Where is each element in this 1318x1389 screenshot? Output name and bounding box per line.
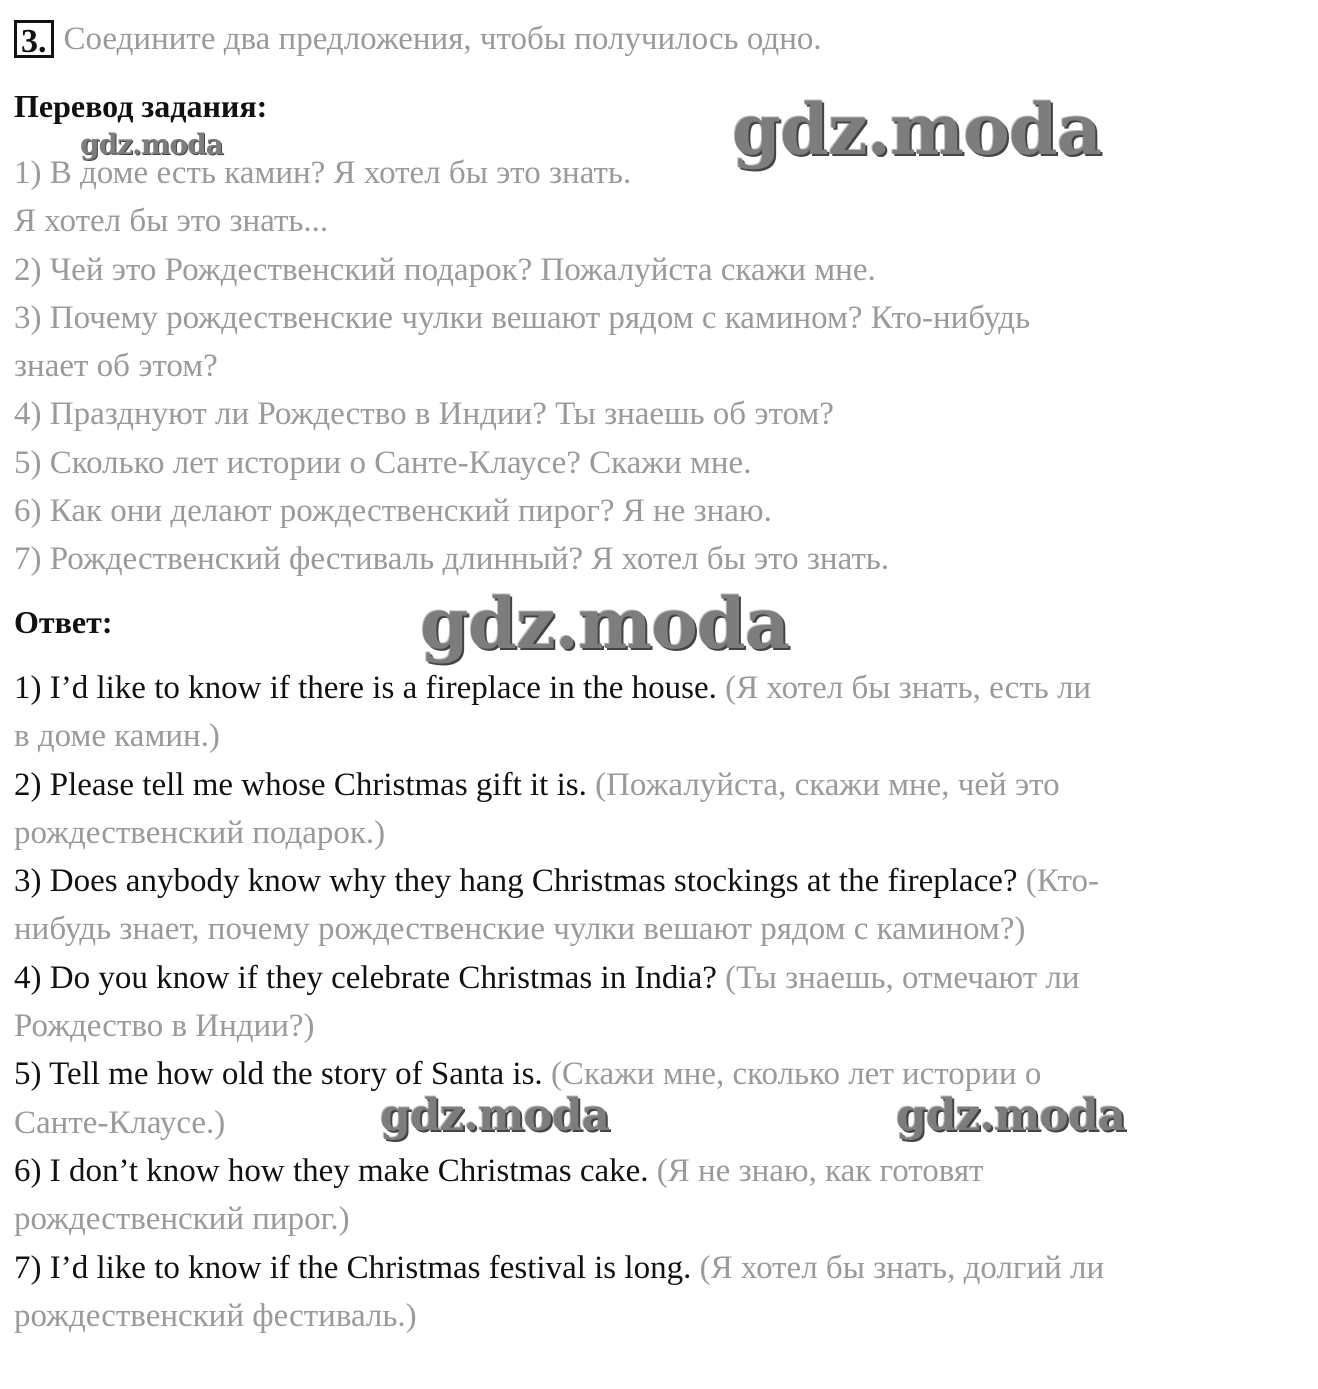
answer-line: [14, 761, 1304, 809]
translation-line: 1) В доме есть камин? Я хотел бы это знать.: [14, 155, 632, 191]
watermark: gdz.moda: [732, 88, 1102, 171]
answer-russian: (Кто-: [1017, 863, 1099, 900]
watermark: gdz.moda: [80, 128, 223, 161]
translation-heading: Перевод задания:: [14, 88, 268, 124]
answer-english: 7) I’d like to know if the Christmas festival is long.: [14, 1249, 692, 1286]
translation-line: 7) Рождественский фестиваль длинный? Я хотел бы это знать.: [14, 541, 890, 578]
answer-russian: (Пожалуйста, скажи мне, чей это: [586, 766, 1060, 803]
translation-list: [14, 149, 1304, 584]
answer-russian: (Ты знаешь, отмечают ли: [716, 959, 1080, 996]
answer-heading: Ответ:: [14, 604, 113, 640]
answer-line: [14, 1292, 1304, 1340]
answer-russian: Рождество в Индии?): [14, 1008, 315, 1045]
watermark: gdz.moda: [420, 582, 790, 665]
translation-line: знает об этом?: [14, 348, 218, 385]
answer-russian: в доме камин.): [14, 718, 220, 755]
answer-russian: нибудь знает, почему рождественские чулки вешают рядом с камином?): [14, 911, 1026, 948]
answer-russian: (Я хотел бы знать, долгий ли: [691, 1249, 1105, 1286]
answer-english: 1) I’d like to know if there is a fireplace in the house.: [14, 670, 717, 706]
task-header: [14, 20, 822, 58]
answer-line: [14, 1195, 1304, 1243]
answer-russian: Санте-Клаусе.): [14, 1104, 226, 1141]
answer-line: [14, 857, 1304, 905]
translation-line: 2) Чей это Рождественский подарок? Пожалуйста скажи мне.: [14, 251, 876, 288]
watermark: gdz.moda: [380, 1090, 610, 1141]
translation-line: 3) Почему рождественские чулки вешают рядом с камином? Кто-нибудь: [14, 299, 1031, 336]
answer-english: 4) Do you know if they celebrate Christmas in India?: [14, 959, 717, 996]
translation-line: 4) Празднуют ли Рождество в Индии? Ты знаешь об этом?: [14, 396, 834, 433]
answer-line: [14, 1147, 1304, 1195]
answer-line: [14, 1002, 1304, 1050]
task-instruction: Соедините два предложения, чтобы получилось одно.: [63, 20, 822, 57]
answer-line: [14, 954, 1304, 1002]
translation-line: 5) Сколько лет истории о Санте-Клаусе? Скажи мне.: [14, 444, 752, 481]
answer-line: [14, 1244, 1304, 1292]
answer-english: 5) Tell me how old the story of Santa is.: [14, 1056, 543, 1093]
answer-list: [14, 664, 1304, 1340]
translation-line: 6) Как они делают рождественский пирог? Я не знаю.: [14, 493, 772, 530]
answer-line: [14, 664, 1304, 712]
answer-line: [14, 905, 1304, 953]
answer-russian: (Я хотел бы знать, есть ли: [716, 670, 1092, 706]
answer-line: [14, 1099, 1304, 1147]
answer-line: [14, 712, 1304, 760]
answer-russian: (Скажи мне, сколько лет истории о: [542, 1056, 1042, 1093]
watermark: gdz.moda: [896, 1090, 1126, 1141]
answer-line: [14, 809, 1304, 857]
answer-russian: рождественский фестиваль.): [14, 1297, 417, 1334]
answer-russian: рождественский подарок.): [14, 814, 386, 851]
answer-russian: (Я не знаю, как готовят: [648, 1152, 984, 1189]
translation-line: Я хотел бы это знать...: [14, 203, 329, 240]
answer-line: [14, 1050, 1304, 1098]
answer-english: 2) Please tell me whose Christmas gift it is.: [14, 766, 587, 803]
answer-russian: рождественский пирог.): [14, 1201, 350, 1238]
answer-english: 3) Does anybody know why they hang Christmas stockings at the fireplace?: [14, 863, 1018, 900]
task-number: 3.: [14, 20, 54, 58]
answer-english: 6) I don’t know how they make Christmas cake.: [14, 1152, 649, 1189]
